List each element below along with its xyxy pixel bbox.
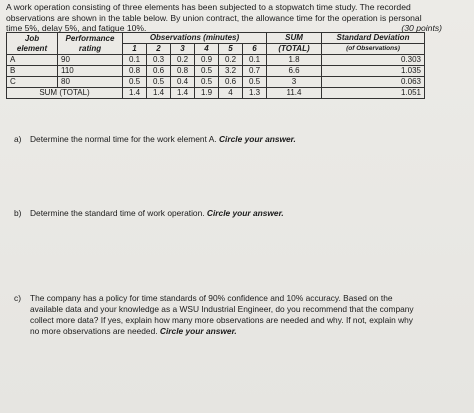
header-std-dev: Standard Deviation [322,33,425,44]
total-row [7,88,425,99]
obs-cell: 0.8 [123,66,147,77]
row-rating: 80 [58,77,123,88]
row-element: A [7,55,58,66]
total-obs-cell: 4 [219,88,243,99]
obs-cell: 0.6 [147,66,171,77]
header-obs-4: 4 [195,44,219,55]
header-obs-1: 1 [123,44,147,55]
question-b [14,208,454,219]
total-obs-cell: 1.3 [243,88,267,99]
question-c-emphasis: Circle your answer. [159,326,237,336]
header-obs-6: 6 [243,44,267,55]
obs-cell: 0.7 [243,66,267,77]
question-a [14,134,454,145]
total-obs-cell: 1.4 [123,88,147,99]
row-sum: 6.6 [267,66,322,77]
obs-cell: 0.2 [171,55,195,66]
header-std-dev-sub: (of Observations) [322,44,425,55]
row-std-dev: 0.063 [322,77,425,88]
question-a-label: a) [14,134,22,144]
total-obs-cell: 1.4 [147,88,171,99]
row-rating: 90 [58,55,123,66]
header-observations: Observations (minutes) [123,33,267,44]
obs-cell: 0.5 [195,66,219,77]
obs-cell: 0.1 [123,55,147,66]
obs-cell: 0.1 [243,55,267,66]
question-a-text: Determine the normal time for the work element A. [30,134,219,144]
question-c-line-4: no more observations are needed. [30,326,160,336]
row-sum: 3 [267,77,322,88]
obs-cell: 0.6 [219,77,243,88]
intro-line-3: time 5%, delay 5%, and fatigue 10%. [6,23,147,34]
obs-cell: 0.5 [147,77,171,88]
header-obs-3: 3 [171,44,195,55]
total-obs-cell: 1.4 [171,88,195,99]
points-label: (30 points) [401,23,442,33]
obs-cell: 3.2 [219,66,243,77]
obs-cell: 0.5 [195,77,219,88]
question-b-text: Determine the standard time of work operation. [30,208,207,218]
row-std-dev: 1.035 [322,66,425,77]
table-row [7,77,425,88]
problem-statement [6,2,468,34]
total-std-dev: 1.051 [322,88,425,99]
header-job-element: Job element [7,33,58,55]
header-obs-2: 2 [147,44,171,55]
row-std-dev: 0.303 [322,55,425,66]
total-label: SUM (TOTAL) [7,88,123,99]
header-sum: SUM [267,33,322,44]
question-c-line-2: available data and your knowledge as a WSU Industrial Engineer, do you recommend that the company [30,304,414,314]
obs-cell: 0.3 [147,55,171,66]
header-performance-rating: Performance rating [58,33,123,55]
row-rating: 110 [58,66,123,77]
total-obs-cell: 1.9 [195,88,219,99]
total-sum: 11.4 [267,88,322,99]
row-sum: 1.8 [267,55,322,66]
observations-table [6,32,425,99]
question-c-line-1: The company has a policy for time standards of 90% confidence and 10% accuracy. Based on the [30,293,393,303]
table-row [7,55,425,66]
obs-cell: 0.5 [123,77,147,88]
obs-cell: 0.2 [219,55,243,66]
intro-line-2: observations are shown in the table below. By union contract, the allowance time for the operation is personal [6,12,422,23]
intro-line-1: A work operation consisting of three elements has been subjected to a stopwatch time study. The recorded [6,2,411,12]
question-b-emphasis: Circle your answer. [206,208,284,218]
row-element: B [7,66,58,77]
obs-cell: 0.5 [243,77,267,88]
question-c [14,293,454,337]
question-a-emphasis: Circle your answer. [218,134,296,144]
question-b-label: b) [14,208,22,218]
obs-cell: 0.9 [195,55,219,66]
question-c-label: c) [14,293,21,303]
obs-cell: 0.4 [171,77,195,88]
header-obs-5: 5 [219,44,243,55]
header-sum-total: (TOTAL) [267,44,322,55]
header-row [7,33,425,44]
row-element: C [7,77,58,88]
table-row [7,66,425,77]
question-c-line-3: collect more data? If yes, explain how many more observations are needed and why. If not, explain why [30,315,413,325]
obs-cell: 0.8 [171,66,195,77]
